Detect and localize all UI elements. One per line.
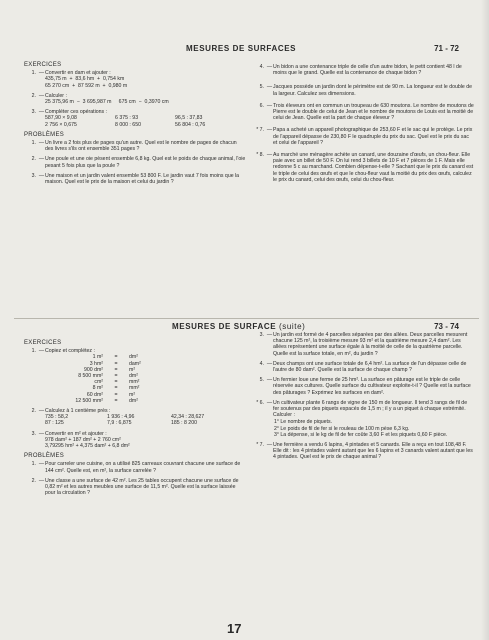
bottom-problem-3: 3. — Un jardin est formé de 4 parcelles séparées par des allées. Deux parcelles mesurent chacune 125 m², la troisième mesure 93 m² et la quatrième mesure 2,4 dam². Les allées représentent une surface égale à la moitié de celle de la quatrième parcelle. Quelle est la surface totale, en m², du jardin ? [259, 332, 468, 357]
top-exercise-1: 1. — Convertir en dam et ajouter : 435,75 m + 83,6 hm + 0,754 km 65 270 cm + 87 592 m + 0,980 m [31, 70, 128, 89]
top-section [0, 0, 489, 318]
bottom-exercise-1: 1. — Copiez et complétez : 1 m² = dm² 3 hm² = dam² 900 dm² = m² 8 500 mm² = dm² cm² = mm² 8 m² = mm² 60 dm² = m² 12 500 mm² = dm² [24, 348, 246, 404]
top-problem-1: 1. — Un livre a 2 fois plus de pages qu'un autre. Quel est le nombre de pages de chacun des livres s'ils ont ensemble 351 pages ? [31, 140, 237, 153]
conversion-table: 1 m² = dm² 3 hm² = dam² 900 dm² = m² 8 500 mm² = dm² cm² = mm² 8 m² = mm² 60 dm² = m² 12 500 mm² = dm² [75, 354, 141, 404]
top-problem-8: * 8. — Au marché une ménagère achète un canard, une douzaine d'œufs, un chou-fleur. Elle paie avec un billet de 50 F. On lui rend 3 billets de 10 F et 7 pièces de 1 F. Mais elle redonne 5 c au marchand. Combien dépense-t-elle ? Sachant que le prix du canard est le triple de celui des œufs et que le chou-fleur vaut la moitié du prix des œufs, calculez le prix du canard, celui des œufs, celui du chou-fleur. [256, 152, 474, 183]
top-title: MESURES DE SURFACES [186, 44, 297, 53]
top-problem-5: 5. — Jacques possède un jardin dont le périmètre est de 90 m. La longueur est le double de la largeur. Calculez ses dimensions. [259, 84, 472, 97]
top-left-column [24, 58, 246, 189]
top-exercise-2: 2. — Calculer : 25 375,96 m − 3 695,987 m 675 cm − 0,3970 cm [31, 92, 169, 106]
page-number: 17 [227, 621, 242, 636]
bottom-page-range: 73 - 74 [434, 322, 459, 331]
top-problemes-heading: PROBLÈMES [24, 131, 65, 138]
bottom-problem-2: 2. — Une classe a une surface de 42 m². Les 25 tables occupent chacune une surface de 0,82 m² et les autres meubles une surface de 11,5 m². Quelle est la surface laissée pour la circulation ? [31, 477, 239, 497]
bottom-problem-5: 5. — Un fermier loue une ferme de 25 hm². La surface en pâturage est le triple de celle réservée aux cultures. Quelle surface du cultivateur exploite-t-il ? Quelle est la surface des pâturages ? Exprimez les surfaces en dam². [259, 377, 471, 396]
bottom-problem-7: * 7. — Une fermière a vendu 6 lapins, 4 pintades et 5 canards. Elle a reçu en tout 108,48 F. Elle dit : les 4 pintades valent autant que les 6 lapins et 3 canards valent autant que les 4 pintades. Quel est le prix de chaque animal ? [256, 442, 473, 461]
bottom-problemes-heading: PROBLÈMES [24, 453, 65, 460]
top-header [0, 44, 489, 56]
section-divider [14, 318, 479, 319]
bottom-problem-1: 1. — Pour carreler une cuisine, on a utilisé 825 carreaux couvrant chacune une surface de 144 cm². Quelle est, en m², la surface carrelée ? [31, 461, 241, 474]
top-problem-6: 6. — Trois éleveurs ont en commun un troupeau de 630 moutons. Le nombre de moutons de Pierre est le double de celui de Jean et le nombre de moutons de Louis est la moitié de celui de Jean. Quelle est la part de chaque éleveur ? [259, 102, 474, 122]
bottom-problem-4: 4. — Deux champs ont une surface totale de 6,4 hm². La surface de l'un dépasse celle de l'autre de 80 dam². Quelle est la surface de chaque champ ? [259, 360, 467, 374]
bottom-right-column [252, 332, 474, 465]
bottom-problem-6-items: 1° Le nombre de piquets. 2° Le poids de fil de fer si le rouleau de 100 m pèse 6,3 kg. 3° La dépense, si le kg de fil de fer coûte 3,60 F et les piquets 0,60 F pièce. [274, 419, 448, 438]
bottom-problem-6: * 6. — Un cultivateur plante 6 rangs de vigne de 150 m de longueur. Il tend 3 rangs de fil de fer soutenus par des piquets espacés de 1,5 m ; il y a un piquet à chaque extrémité. Calculer : [256, 399, 468, 419]
bottom-exercices-heading: EXERCICES [24, 340, 62, 346]
top-problem-2: 2. — Une poule et une oie pèsent ensemble 6,8 kg. Quel est le poids de chaque animal, l'oie pesant 5 fois plus que la poule ? [31, 156, 246, 169]
top-exercise-3: 3. — Compléter ces opérations : 587,90 × 9,08 6 375 : 93 96,5 : 37,83 2 756 × 0,675 8 000 : 650 56 804 : 0,76 [31, 109, 206, 128]
bottom-left-column [24, 336, 246, 500]
top-problem-3: 3. — Une maison et un jardin valent ensemble 53 800 F. Le jardin vaut 7 fois moins que la maison. Quel est le prix de la maison et celui du jardin ? [31, 172, 240, 186]
top-problem-4: 4. — Un bidon a une contenance triple de celle d'un autre bidon, le petit contient 48 l de moins que le grand. Quelle est la contenance de chaque bidon ? [259, 64, 462, 77]
bottom-title: MESURES DE SURFACE (suite) [172, 322, 306, 331]
top-page-range: 71 - 72 [434, 44, 459, 53]
top-exercices-heading: EXERCICES [24, 62, 62, 68]
top-problem-7: * 7. — Papa a acheté un appareil photographique de 253,60 F et le sac qui le protège. Le prix de l'appareil dépasse de 230,80 F le quadruple du prix du sac. Quel est le prix du sac et celui de l'appareil ? [256, 127, 473, 146]
top-right-column [252, 64, 474, 187]
bottom-exercise-3: 3. — Convertir en m² et ajouter : 978 dam² + 187 dm² + 2 760 cm² 3,79295 hm² + 4,375 dam² + 6,8 dm² [31, 430, 130, 450]
bottom-section [0, 322, 489, 640]
binding-shadow [481, 0, 489, 640]
bottom-exercise-2: 2. — Calculez à 1 centième près : 735 : 58,2 1 936 : 4,96 42,34 : 28,627 87 : 125 7,9 : 6,875 185 : 8 200 [31, 408, 205, 427]
